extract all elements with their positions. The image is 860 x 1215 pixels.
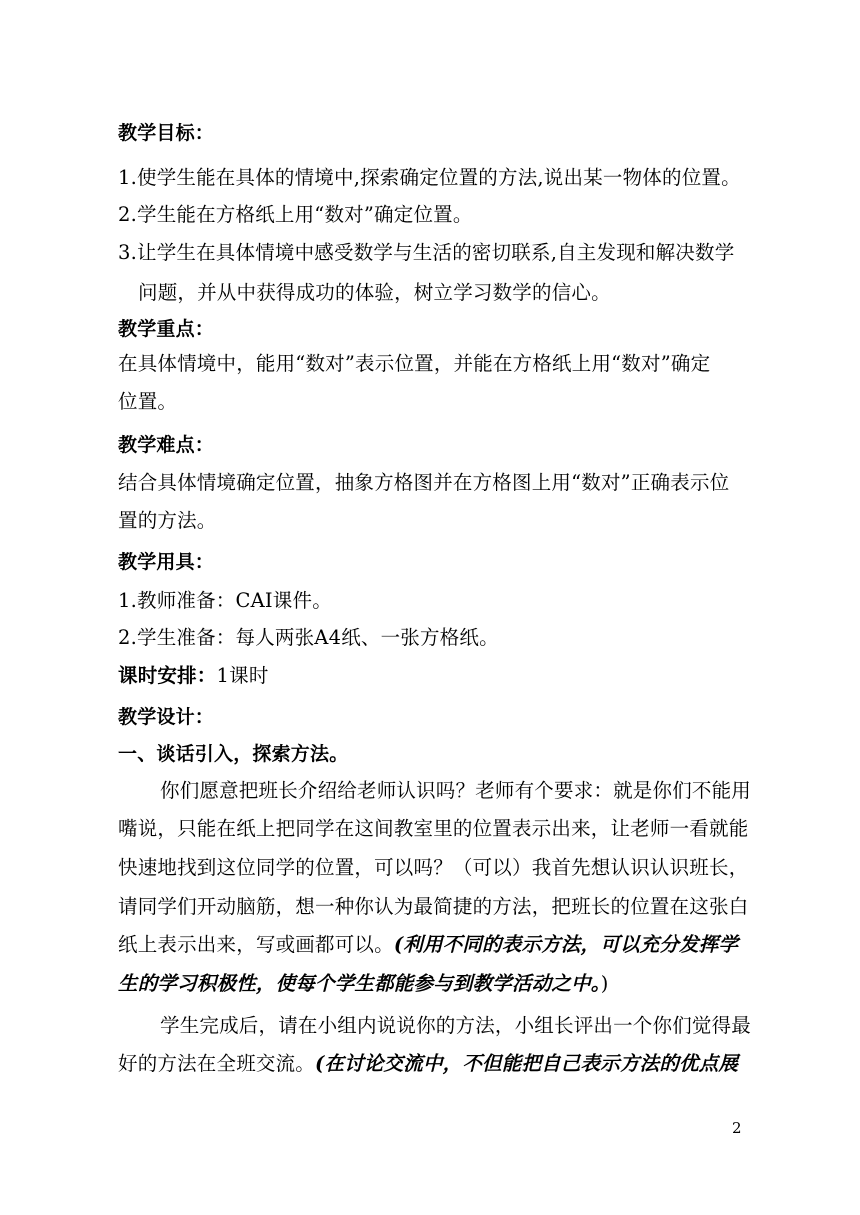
objective-item-2: 2.学生能在方格纸上用“数对”确定位置。 bbox=[118, 203, 473, 226]
tools-heading: 教学用具： bbox=[118, 551, 215, 573]
paragraph-2-line-2-note: (在讨论交流中，不但能把自己表示方法的优点展 bbox=[315, 1052, 739, 1075]
paragraph-1-line-5 bbox=[118, 933, 738, 957]
paragraph-1-line-6 bbox=[118, 972, 609, 996]
schedule-row bbox=[118, 664, 269, 688]
difficulties-line-1: 结合具体情境确定位置，抽象方格图并在方格图上用“数对”正确表示位 bbox=[118, 471, 730, 494]
key-points-line-1: 在具体情境中，能用“数对”表示位置，并能在方格纸上用“数对”确定 bbox=[118, 352, 711, 375]
paragraph-1-line-4: 请同学们开动脑筋，想一种你认为最简捷的方法，把班长的位置在这张白 bbox=[118, 895, 749, 918]
paragraph-1-line-5-text: 纸上表示出来，写或画都可以。 bbox=[118, 933, 394, 956]
paragraph-2-line-2 bbox=[118, 1052, 738, 1076]
section-1-title: 一、谈话引入，探索方法。 bbox=[118, 743, 349, 765]
paragraph-2-line-2-text: 好的方法在全班交流。 bbox=[118, 1052, 316, 1075]
key-points-heading: 教学重点： bbox=[118, 318, 215, 340]
paragraph-1-line-6-note: 生的学习积极性，使每个学生都能参与到教学活动之中。 bbox=[118, 972, 601, 995]
paragraph-1-line-2: 嘴说，只能在纸上把同学在这间教室里的位置表示出来，让老师一看就能 bbox=[118, 817, 749, 840]
tools-item-2: 2.学生准备：每人两张A4纸、一张方格纸。 bbox=[118, 626, 499, 649]
paragraph-1-line-5-note: (利用不同的表示方法，可以充分发挥学 bbox=[393, 933, 739, 956]
schedule-label: 课时安排： bbox=[118, 664, 217, 687]
objectives-heading: 教学目标： bbox=[118, 122, 215, 144]
page-number: 2 bbox=[732, 1119, 742, 1137]
objective-item-1: 1.使学生能在具体的情境中,探索确定位置的方法,说出某一物体的位置。 bbox=[118, 166, 741, 189]
key-points-line-2: 位置。 bbox=[118, 390, 178, 413]
objective-item-3-continued: 问题，并从中获得成功的体验，树立学习数学的信心。 bbox=[138, 281, 611, 304]
paragraph-1-line-6-close: ) bbox=[600, 972, 609, 995]
paragraph-2-line-1: 学生完成后，请在小组内说说你的方法，小组长评出一个你们觉得最 bbox=[160, 1014, 752, 1037]
paragraph-1-line-1: 你们愿意把班长介绍给老师认识吗？老师有个要求：就是你们不能用 bbox=[160, 779, 752, 802]
paragraph-1-line-3: 快速地找到这位同学的位置，可以吗？（可以）我首先想认识认识班长， bbox=[118, 856, 749, 879]
design-heading: 教学设计： bbox=[118, 706, 215, 728]
tools-item-1: 1.教师准备：CAI课件。 bbox=[118, 589, 332, 612]
schedule-value: 1课时 bbox=[216, 664, 269, 687]
difficulties-heading: 教学难点： bbox=[118, 434, 215, 456]
difficulties-line-2: 置的方法。 bbox=[118, 509, 217, 532]
objective-item-3: 3.让学生在具体情境中感受数学与生活的密切联系,自主发现和解决数学 bbox=[118, 241, 735, 264]
